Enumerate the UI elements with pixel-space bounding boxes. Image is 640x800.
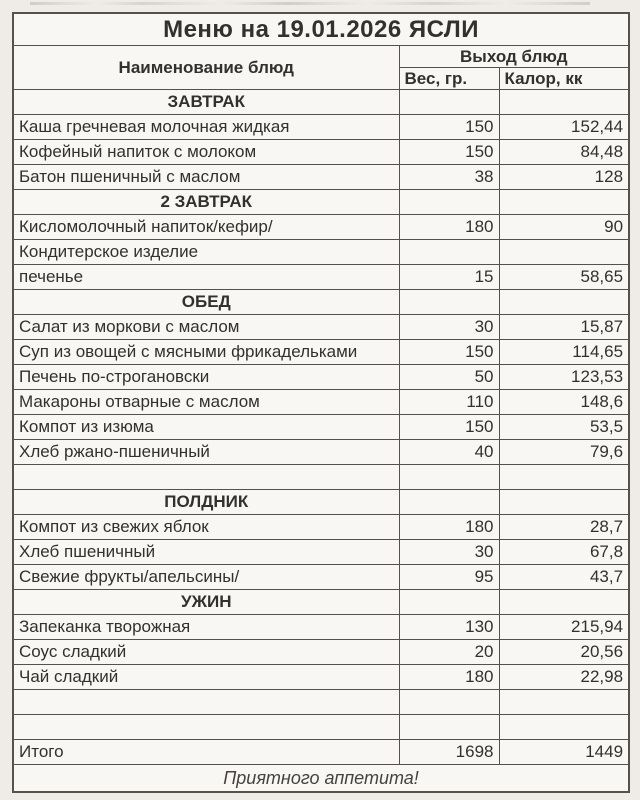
empty-row	[13, 465, 629, 490]
dish-name-cell	[13, 690, 399, 715]
weight-cell	[399, 690, 499, 715]
weight-cell: 30	[399, 540, 499, 565]
kcal-cell: 114,65	[499, 340, 629, 365]
weight-cell	[399, 290, 499, 315]
dish-name-cell: Суп из овощей с мясными фрикадельками	[13, 340, 399, 365]
menu-table-body	[13, 90, 629, 765]
weight-cell: 110	[399, 390, 499, 415]
kcal-cell: 1449	[499, 740, 629, 765]
weight-cell	[399, 190, 499, 215]
dish-name-cell: ПОЛДНИК	[13, 490, 399, 515]
kcal-cell: 90	[499, 215, 629, 240]
dish-name-cell: ЗАВТРАК	[13, 90, 399, 115]
dish-name-cell: Кофейный напиток с молоком	[13, 140, 399, 165]
weight-cell	[399, 490, 499, 515]
weight-cell: 40	[399, 440, 499, 465]
menu-item-row	[13, 440, 629, 465]
menu-item-row	[13, 265, 629, 290]
kcal-cell	[499, 190, 629, 215]
dish-name-cell: УЖИН	[13, 590, 399, 615]
dish-name-cell: ОБЕД	[13, 290, 399, 315]
dish-name-cell: 2 ЗАВТРАК	[13, 190, 399, 215]
kcal-cell	[499, 715, 629, 740]
menu-item-row	[13, 115, 629, 140]
column-header-weight: Вес, гр.	[399, 68, 499, 90]
menu-item-row	[13, 315, 629, 340]
dish-name-cell	[13, 715, 399, 740]
weight-cell: 180	[399, 215, 499, 240]
weight-cell: 150	[399, 340, 499, 365]
kcal-cell	[499, 590, 629, 615]
weight-cell: 20	[399, 640, 499, 665]
dish-name-cell: Компот из свежих яблок	[13, 515, 399, 540]
title-row	[13, 13, 629, 46]
weight-cell	[399, 590, 499, 615]
menu-table-header	[13, 13, 629, 90]
weight-cell: 95	[399, 565, 499, 590]
dish-name-cell: Соус сладкий	[13, 640, 399, 665]
menu-item-row	[13, 390, 629, 415]
weight-cell: 38	[399, 165, 499, 190]
menu-item-row	[13, 140, 629, 165]
kcal-cell: 152,44	[499, 115, 629, 140]
weight-cell	[399, 240, 499, 265]
kcal-cell: 43,7	[499, 565, 629, 590]
dish-name-cell: Салат из моркови с маслом	[13, 315, 399, 340]
dish-name-cell: Чай сладкий	[13, 665, 399, 690]
menu-item-row	[13, 240, 629, 265]
weight-cell	[399, 715, 499, 740]
dish-name-cell: Батон пшеничный с маслом	[13, 165, 399, 190]
empty-row	[13, 690, 629, 715]
dish-name-cell: Кондитерское изделие	[13, 240, 399, 265]
menu-item-row	[13, 540, 629, 565]
section-row	[13, 90, 629, 115]
dish-name-cell: Хлеб ржано-пшеничный	[13, 440, 399, 465]
menu-item-row	[13, 640, 629, 665]
weight-cell: 30	[399, 315, 499, 340]
menu-item-row	[13, 515, 629, 540]
menu-item-row	[13, 340, 629, 365]
menu-item-row	[13, 615, 629, 640]
dish-name-cell	[13, 465, 399, 490]
dish-name-cell: Компот из изюма	[13, 415, 399, 440]
menu-table-footer	[13, 765, 629, 793]
weight-cell: 15	[399, 265, 499, 290]
menu-item-row	[13, 665, 629, 690]
empty-row	[13, 715, 629, 740]
dish-name-cell: печенье	[13, 265, 399, 290]
weight-cell: 150	[399, 140, 499, 165]
kcal-cell: 20,56	[499, 640, 629, 665]
dish-name-cell: Макароны отварные с маслом	[13, 390, 399, 415]
menu-item-row	[13, 215, 629, 240]
dish-name-cell: Печень по-строгановски	[13, 365, 399, 390]
kcal-cell	[499, 490, 629, 515]
dish-name-cell: Свежие фрукты/апельсины/	[13, 565, 399, 590]
dish-name-cell: Кисломолочный напиток/кефир/	[13, 215, 399, 240]
kcal-cell	[499, 465, 629, 490]
menu-item-row	[13, 415, 629, 440]
kcal-cell: 58,65	[499, 265, 629, 290]
section-row	[13, 190, 629, 215]
menu-table	[12, 12, 630, 793]
kcal-cell: 215,94	[499, 615, 629, 640]
kcal-cell	[499, 240, 629, 265]
kcal-cell: 28,7	[499, 515, 629, 540]
section-row	[13, 490, 629, 515]
total-row	[13, 740, 629, 765]
section-row	[13, 290, 629, 315]
column-header-output-group: Выход блюд	[399, 46, 629, 68]
weight-cell	[399, 465, 499, 490]
weight-cell: 1698	[399, 740, 499, 765]
kcal-cell: 67,8	[499, 540, 629, 565]
weight-cell: 130	[399, 615, 499, 640]
kcal-cell	[499, 90, 629, 115]
weight-cell: 50	[399, 365, 499, 390]
column-header-dish-name: Наименование блюд	[13, 46, 399, 90]
kcal-cell: 148,6	[499, 390, 629, 415]
footer-note: Приятного аппетита!	[13, 765, 629, 793]
kcal-cell: 22,98	[499, 665, 629, 690]
dish-name-cell: Итого	[13, 740, 399, 765]
kcal-cell: 128	[499, 165, 629, 190]
scan-artifact-line	[30, 2, 590, 5]
menu-item-row	[13, 165, 629, 190]
menu-item-row	[13, 365, 629, 390]
footer-row	[13, 765, 629, 793]
kcal-cell	[499, 690, 629, 715]
kcal-cell: 84,48	[499, 140, 629, 165]
kcal-cell: 15,87	[499, 315, 629, 340]
menu-item-row	[13, 565, 629, 590]
dish-name-cell: Каша гречневая молочная жидкая	[13, 115, 399, 140]
weight-cell	[399, 90, 499, 115]
page-title: Меню на 19.01.2026 ЯСЛИ	[13, 13, 629, 46]
kcal-cell: 79,6	[499, 440, 629, 465]
weight-cell: 180	[399, 665, 499, 690]
header-row-group	[13, 46, 629, 68]
weight-cell: 180	[399, 515, 499, 540]
kcal-cell: 123,53	[499, 365, 629, 390]
dish-name-cell: Хлеб пшеничный	[13, 540, 399, 565]
section-row	[13, 590, 629, 615]
weight-cell: 150	[399, 115, 499, 140]
weight-cell: 150	[399, 415, 499, 440]
kcal-cell: 53,5	[499, 415, 629, 440]
column-header-kcal: Калор, кк	[499, 68, 629, 90]
kcal-cell	[499, 290, 629, 315]
dish-name-cell: Запеканка творожная	[13, 615, 399, 640]
